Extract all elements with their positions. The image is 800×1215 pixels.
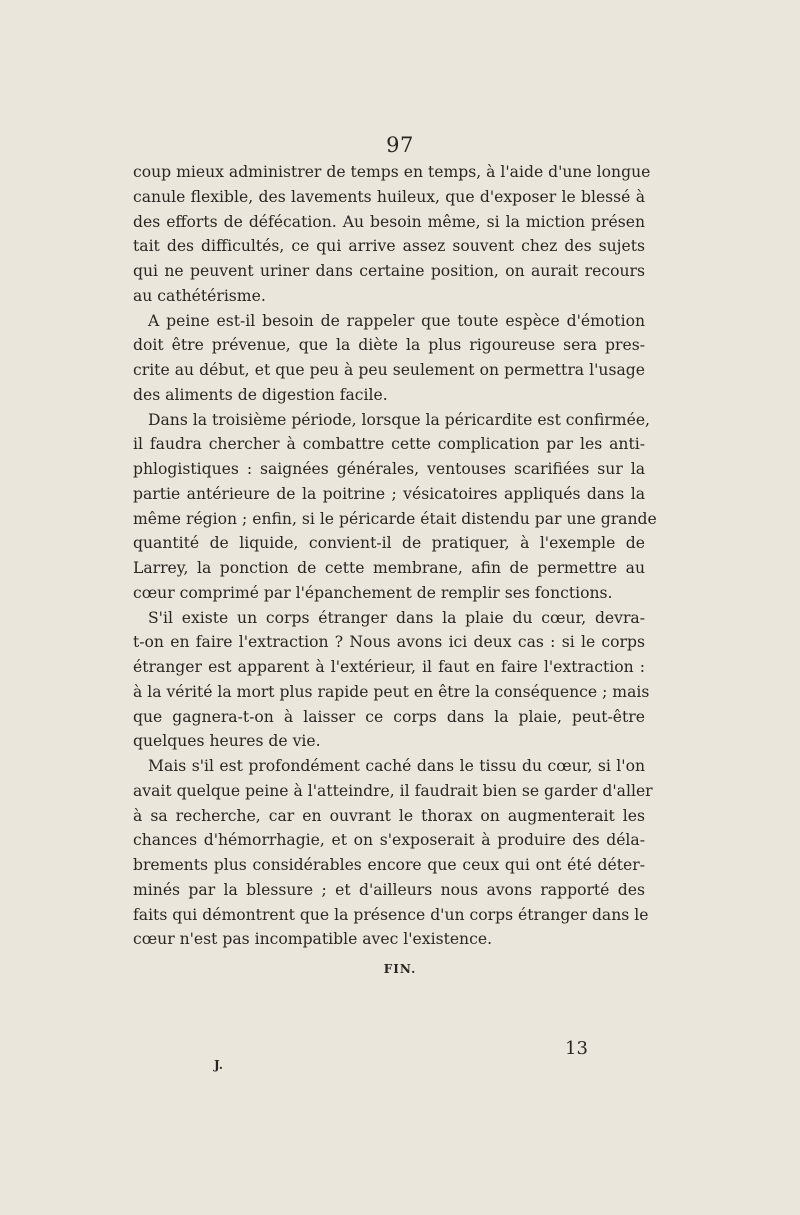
text-line: Dans la troisième période, lorsque la péricardite est confirmée, (148, 410, 651, 429)
text-line: partie antérieure de la poitrine ; vésicatoires appliqués dans la (133, 484, 645, 503)
text-line: faits qui démontrent que la présence d'un corps étranger dans le (133, 905, 649, 924)
text-line: Mais s'il est profondément caché dans le tissu du cœur, si l'on (148, 757, 645, 775)
text-line: au cathétérisme. (133, 286, 266, 305)
sheet-number: 13 (565, 1038, 588, 1059)
text-line: Larrey, la ponction de cette membrane, afin de permettre au (133, 559, 645, 577)
text-line: quantité de liquide, convient-il de pratiquer, à l'exemple de (133, 534, 645, 553)
text-line: il faudra chercher à combattre cette complication par les anti- (133, 435, 645, 454)
text-line: coup mieux administrer de temps en temps, à l'aide d'une longue (133, 163, 651, 181)
text-line: cœur comprimé par l'épanchement de remplir ses fonctions. (133, 583, 613, 602)
text-line: A peine est-il besoin de rappeler que toute espèce d'émotion (148, 311, 645, 330)
text-line: crite au début, et que peu à peu seulement on permettra l'usage (133, 361, 645, 379)
signature-mark: J. (214, 1058, 223, 1072)
text-line: canule flexible, des lavements huileux, que d'exposer le blessé à (133, 187, 645, 206)
end-mark: FIN. (383, 962, 417, 976)
text-line: chances d'hémorrhagie, et on s'exposerait à produire des déla- (133, 831, 645, 850)
text-line: à sa recherche, car en ouvrant le thorax on augmenterait les (133, 806, 645, 825)
text-line: minés par la blessure ; et d'ailleurs nous avons rapporté des (133, 880, 645, 899)
text-line: que gagnera-t-on à laisser ce corps dans la plaie, peut-être (133, 707, 645, 726)
text-line: S'il existe un corps étranger dans la plaie du cœur, devra- (148, 608, 645, 627)
text-line: doit être prévenue, que la diète la plus rigoureuse sera pres- (133, 336, 645, 355)
text-line: avait quelque peine à l'atteindre, il faudrait bien se garder d'aller (133, 781, 653, 800)
page-number: 97 (386, 133, 414, 157)
text-line: brements plus considérables encore que ceux qui ont été déter- (133, 856, 645, 874)
text-line: qui ne peuvent uriner dans certaine position, on aurait recours (133, 262, 645, 280)
text-line: à la vérité la mort plus rapide peut en être la conséquence ; mais (133, 682, 650, 701)
text-line: étranger est apparent à l'extérieur, il faut en faire l'extraction : (133, 658, 645, 676)
text-line: même région ; enfin, si le péricarde était distendu par une grande (133, 509, 657, 528)
text-line: des efforts de défécation. Au besoin même, si la miction présen (133, 212, 645, 231)
body-text (133, 160, 657, 952)
text-line: des aliments de digestion facile. (133, 385, 388, 404)
text-line: tait des difficultés, ce qui arrive assez souvent chez des sujets (133, 237, 645, 256)
text-line: t-on en faire l'extraction ? Nous avons ici deux cas : si le corps (133, 633, 645, 652)
text-line: quelques heures de vie. (133, 732, 321, 751)
text-line: cœur n'est pas incompatible avec l'existence. (133, 930, 493, 949)
text-line: phlogistiques : saignées générales, ventouses scarifiées sur la (133, 460, 645, 478)
